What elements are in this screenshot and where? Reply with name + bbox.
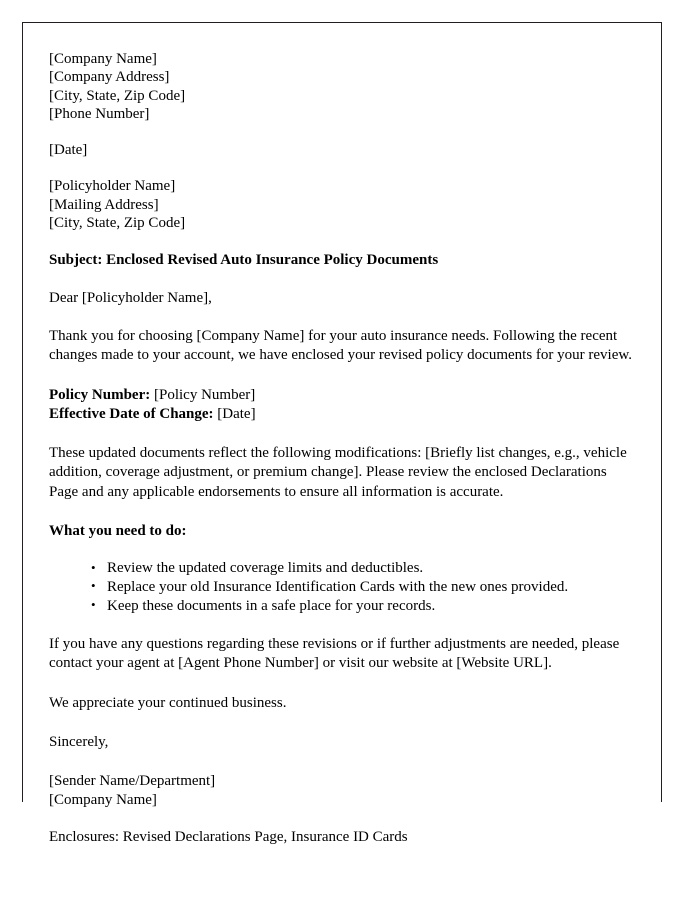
spacer-before-subject — [49, 232, 635, 251]
spacer-before-modifications — [49, 424, 635, 444]
effective-date-line — [49, 405, 635, 424]
spacer-before-action-heading — [49, 502, 635, 522]
spacer-after-sender — [49, 123, 635, 141]
signature-block — [49, 772, 635, 809]
recipient-address-block — [49, 177, 635, 232]
spacer-before-policy-details — [49, 366, 635, 386]
spacer-before-action-list — [49, 540, 635, 559]
list-item: • Review the updated coverage limits and deductibles. — [91, 559, 635, 578]
letter-page — [22, 22, 662, 845]
appreciation-paragraph: We appreciate your continued business. — [49, 694, 287, 711]
policy-number-value: [Policy Number] — [153, 386, 256, 403]
effective-date-label: Effective Date of Change: — [49, 405, 214, 422]
spacer-before-appreciation — [49, 674, 635, 694]
spacer-before-signature — [49, 752, 635, 772]
spacer-before-contact — [49, 615, 635, 635]
list-item: • Replace your old Insurance Identification Cards with the new ones provided. — [91, 578, 635, 597]
sender-city-state-zip: [City, State, Zip Code] — [49, 87, 186, 104]
policy-number-label: Policy Number: — [49, 386, 151, 403]
intro-paragraph: Thank you for choosing [Company Name] for your auto insurance needs. Following the recent changes made to your account, we have enclosed your revised policy documents for your review. — [49, 327, 632, 364]
spacer-before-closing — [49, 713, 635, 733]
recipient-mailing-address: [Mailing Address] — [49, 196, 159, 213]
letter-body — [49, 50, 635, 847]
spacer-after-date — [49, 159, 635, 177]
letter-date: [Date] — [49, 142, 88, 159]
sender-name-department: [Sender Name/Department] — [49, 773, 216, 790]
salutation: Dear [Policyholder Name], — [49, 289, 212, 306]
contact-paragraph: If you have any questions regarding these revisions or if further adjustments are needed, please contact your agent at [Agent Phone Number] or visit our website at [Website URL]. — [49, 636, 620, 672]
spacer-before-salutation — [49, 270, 635, 289]
enclosures-line: Enclosures: Revised Declarations Page, Insurance ID Cards — [49, 828, 408, 845]
closing-salutation: Sincerely, — [49, 734, 109, 751]
spacer-before-intro — [49, 308, 635, 327]
effective-date-value: [Date] — [217, 405, 256, 422]
modifications-paragraph: These updated documents reflect the following modifications: [Briefly list changes, e.g., vehicle addition, coverage adjustment, or premium change]. Please review the enclosed Declarations Page and any applicable endorsements to ensure all information is accurate. — [49, 445, 627, 500]
sender-phone-number: [Phone Number] — [49, 105, 150, 122]
list-item: • Keep these documents in a safe place for your records. — [91, 597, 635, 616]
sender-address-block — [49, 50, 635, 123]
policy-number-line — [49, 386, 635, 405]
sender-company-name: [Company Name] — [49, 51, 157, 67]
recipient-city-state-zip: [City, State, Zip Code] — [49, 215, 186, 232]
action-item-list — [49, 559, 635, 615]
date-block — [49, 141, 635, 159]
spacer-before-enclosures — [49, 809, 635, 828]
subject-line: Subject: Enclosed Revised Auto Insurance Policy Documents — [49, 252, 439, 269]
signature-company-name: [Company Name] — [49, 791, 157, 808]
sender-company-address: [Company Address] — [49, 69, 170, 86]
action-heading: What you need to do: — [49, 523, 187, 540]
recipient-name: [Policyholder Name] — [49, 178, 176, 195]
